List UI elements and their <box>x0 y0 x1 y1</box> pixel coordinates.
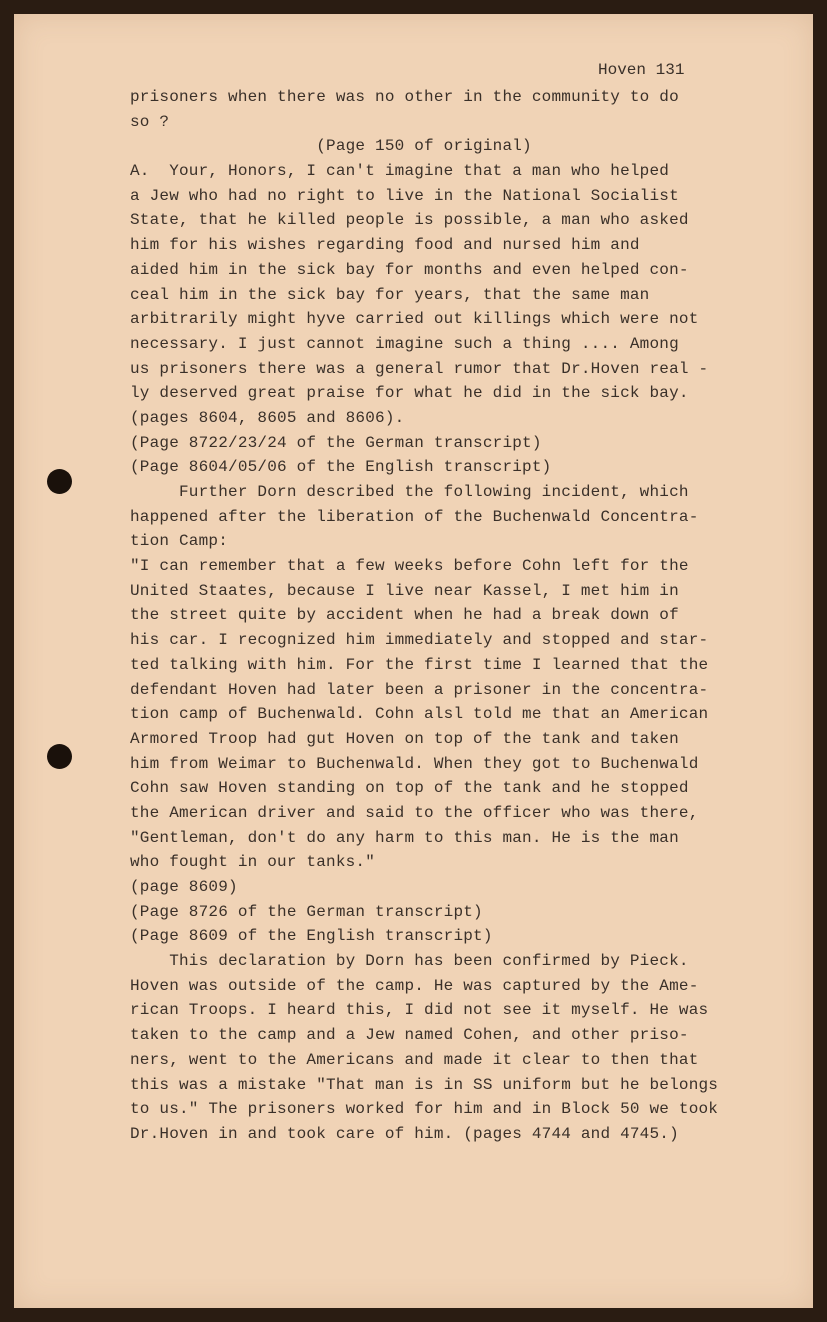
punch-hole-top <box>47 469 72 494</box>
text-line: Dr.Hoven in and took care of him. (pages 4744 and 4745.) <box>130 1124 679 1143</box>
text-line: the street quite by accident when he had a break down of <box>130 606 679 625</box>
text-line: ners, went to the Americans and made it clear to then that <box>130 1050 699 1069</box>
text-line: who fought in our tanks." <box>130 853 376 872</box>
text-line: State, that he killed people is possible, a man who asked <box>130 211 689 230</box>
text-line: this was a mistake "That man is in SS uniform but he belongs <box>130 1075 719 1094</box>
text-line: (Page 8726 of the German transcript) <box>130 902 483 921</box>
punch-hole-bottom <box>47 744 72 769</box>
text-line: to us." The prisoners worked for him and in Block 50 we took <box>130 1100 719 1119</box>
text-line: happened after the liberation of the Buchenwald Concentra- <box>130 507 699 526</box>
text-line: (Page 150 of original) <box>130 137 532 156</box>
text-line: tion Camp: <box>130 532 229 551</box>
text-line: "Gentleman, don't do any harm to this man. He is the man <box>130 828 679 847</box>
text-line: us prisoners there was a general rumor that Dr.Hoven real - <box>130 359 709 378</box>
text-line: him for his wishes regarding food and nursed him and <box>130 236 640 255</box>
text-line: United Staates, because I live near Kassel, I met him in <box>130 581 679 600</box>
text-line: ceal him in the sick bay for years, that the same man <box>130 285 650 304</box>
text-line: (Page 8722/23/24 of the German transcript) <box>130 433 542 452</box>
text-line: prisoners when there was no other in the community to do <box>130 88 679 106</box>
text-line: defendant Hoven had later been a prisoner in the concentra- <box>130 680 709 699</box>
text-line: ly deserved great praise for what he did in the sick bay. <box>130 384 689 403</box>
text-line: arbitrarily might hyve carried out killings which were not <box>130 310 699 329</box>
text-line: This declaration by Dorn has been confirmed by Pieck. <box>130 952 689 971</box>
text-line: Cohn saw Hoven standing on top of the tank and he stopped <box>130 779 689 798</box>
page-header: Hoven 131 <box>598 61 685 79</box>
text-line: him from Weimar to Buchenwald. When they got to Buchenwald <box>130 754 699 773</box>
text-line: rican Troops. I heard this, I did not see it myself. He was <box>130 1001 709 1020</box>
text-line: Further Dorn described the following incident, which <box>130 483 689 501</box>
text-line: ted talking with him. For the first time I learned that the <box>130 655 709 674</box>
text-line: aided him in the sick bay for months and even helped con- <box>130 260 689 279</box>
text-line: (Page 8609 of the English transcript) <box>130 927 493 946</box>
text-line: Armored Troop had gut Hoven on top of the tank and taken <box>130 729 679 748</box>
text-line: A. Your, Honors, I can't imagine that a man who helped <box>130 162 670 181</box>
text-line: "I can remember that a few weeks before Cohn left for the <box>130 557 689 576</box>
text-line: his car. I recognized him immediately and stopped and star- <box>130 631 709 650</box>
text-line: (Page 8604/05/06 of the English transcript) <box>130 458 552 477</box>
text-line: Hoven was outside of the camp. He was captured by the Ame- <box>130 976 699 995</box>
document-body <box>130 85 718 1147</box>
text-line: tion camp of Buchenwald. Cohn alsl told me that an American <box>130 705 709 724</box>
text-line: the American driver and said to the officer who was there, <box>130 803 699 822</box>
text-line: taken to the camp and a Jew named Cohen, and other priso- <box>130 1026 689 1045</box>
text-line: (page 8609) <box>130 878 238 896</box>
text-line: (pages 8604, 8605 and 8606). <box>130 408 405 427</box>
text-line: so ? <box>130 112 170 131</box>
text-line: necessary. I just cannot imagine such a thing .... Among <box>130 334 679 353</box>
text-line: a Jew who had no right to live in the National Socialist <box>130 186 679 205</box>
